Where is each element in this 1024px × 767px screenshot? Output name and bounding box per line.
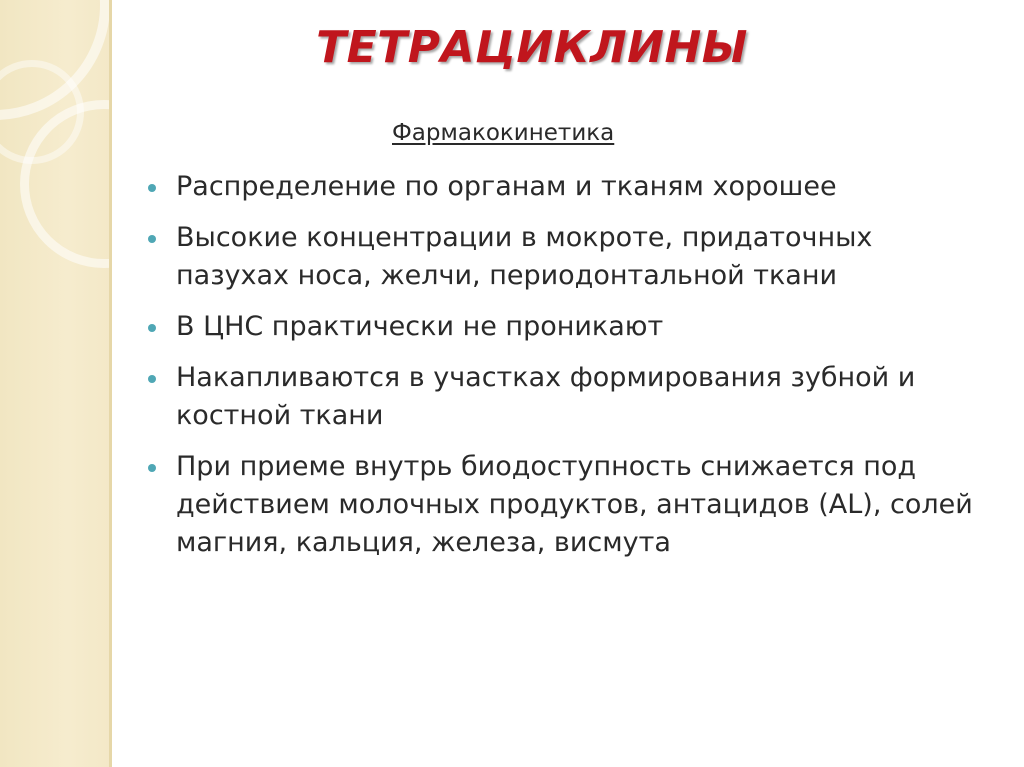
bullet-dot-icon [148, 375, 156, 383]
bullet-list [148, 168, 988, 575]
bullet-item [148, 219, 988, 295]
bullet-dot-icon [148, 464, 156, 472]
bullet-dot-icon [148, 235, 156, 243]
bullet-item [148, 308, 988, 346]
bullet-dot-icon [148, 324, 156, 332]
bullet-item [148, 168, 988, 206]
bullet-item [148, 359, 988, 435]
bullet-text: Накапливаются в участках формирования зубной и костной ткани [176, 362, 916, 431]
bullet-text: Высокие концентрации в мокроте, придаточных пазухах носа, желчи, периодонтальной ткани [176, 222, 873, 291]
bullet-item [148, 448, 988, 562]
bullet-dot-icon [148, 184, 156, 192]
slide-subtitle: Фармакокинетика [392, 120, 615, 146]
bullet-text: Распределение по органам и тканям хорошее [176, 171, 837, 202]
bullet-text: В ЦНС практически не проникают [176, 311, 664, 342]
slide-title: ТЕТРАЦИКЛИНЫ [316, 22, 748, 73]
decorative-side-strip [0, 0, 112, 767]
bullet-text: При приеме внутрь биодоступность снижается под действием молочных продуктов, антацидов (AL), солей магния, кальция, железа, висмута [176, 451, 973, 558]
